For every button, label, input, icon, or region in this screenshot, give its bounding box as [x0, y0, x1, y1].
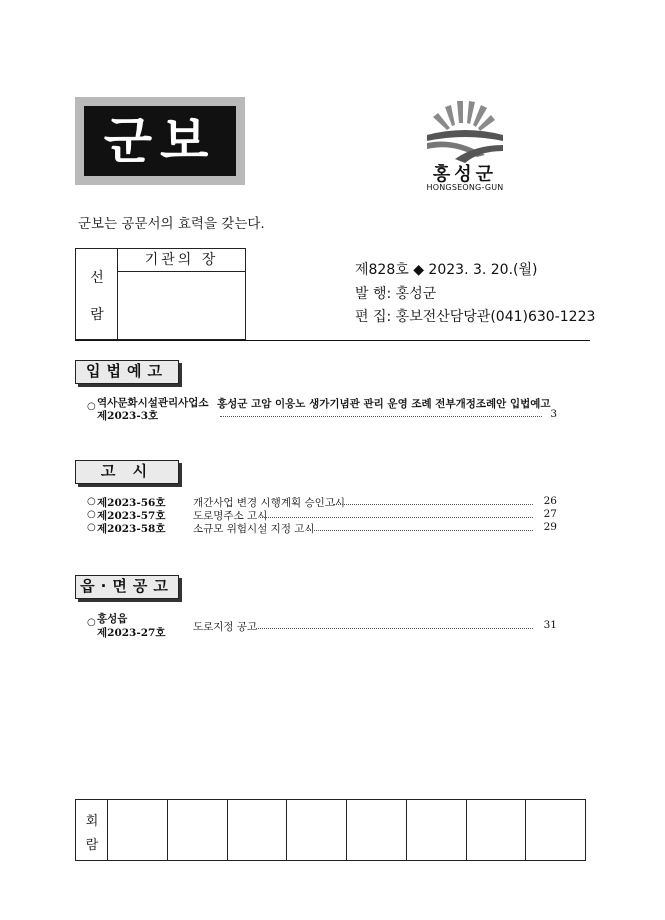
- entry-title[interactable]: 개간사업 변경 시행계획 승인고시: [193, 497, 346, 509]
- approval-label: [76, 800, 108, 860]
- section-town-notice: 읍·면공고: [75, 575, 179, 599]
- approval-cell: [347, 800, 407, 860]
- entry-org: 역사문화시설관리사업소: [97, 397, 209, 409]
- approval-cell: [108, 800, 168, 860]
- approval-label-bottom: 람: [85, 838, 99, 853]
- section-legislation-notice: 입법예고: [75, 360, 179, 384]
- entry-page: 26: [543, 495, 557, 507]
- logo-name: 홍성군: [432, 164, 498, 185]
- entry-number: 제2023-3호: [97, 410, 159, 422]
- entry-page: 31: [543, 619, 557, 631]
- approval-cell: [467, 800, 527, 860]
- approval-cell: [287, 800, 347, 860]
- editor-line: 편 집: 홍보전산담당관(041)630-1223: [355, 309, 596, 325]
- approval-cell: [228, 800, 288, 860]
- issue-line: 제828호 ◆ 2023. 3. 20.(월): [355, 262, 538, 278]
- entry-page: 27: [543, 508, 557, 520]
- entry-org: 홍성읍: [97, 613, 128, 625]
- dot-leader: [256, 628, 533, 629]
- distribution-box: [75, 248, 246, 340]
- approval-cell: [407, 800, 467, 860]
- approval-label-top: 회: [85, 814, 99, 829]
- approval-cell: [168, 800, 228, 860]
- logo-name-en: HONGSEONG-GUN: [426, 183, 504, 192]
- bullet-icon: ○: [87, 401, 96, 412]
- dot-leader: [307, 530, 533, 531]
- section-public-notice: 고 시: [75, 460, 179, 484]
- dot-leader: [220, 416, 542, 417]
- dot-leader: [260, 517, 533, 518]
- bullet-icon: ○: [87, 509, 96, 520]
- masthead-title: 군보: [84, 106, 236, 176]
- entry-number: 제2023-27호: [97, 627, 166, 639]
- distribution-label-top: 선: [90, 270, 104, 286]
- header-divider: [75, 340, 590, 341]
- entry-number: 제2023-57호: [97, 510, 166, 522]
- tagline: 군보는 공문서의 효력을 갖는다.: [78, 216, 265, 232]
- distribution-header: 기관의 장: [118, 249, 245, 272]
- entry-title[interactable]: 도로지정 공고: [193, 621, 258, 633]
- entry-number: 제2023-58호: [97, 523, 166, 535]
- masthead: [75, 97, 245, 185]
- entry-page: 3: [550, 408, 557, 420]
- entry-number: 제2023-56호: [97, 497, 166, 509]
- publisher-line: 발 행: 홍성군: [355, 286, 437, 302]
- approval-cell: [526, 800, 585, 860]
- distribution-label: [76, 249, 118, 339]
- dot-leader: [333, 504, 533, 505]
- bullet-icon: ○: [87, 617, 96, 628]
- entry-title[interactable]: 도로명주소 고시: [193, 510, 268, 522]
- approval-table: [75, 799, 586, 861]
- bullet-icon: ○: [87, 522, 96, 533]
- entry-title[interactable]: 홍성군 고암 이응노 생가기념관 관리 운영 조례 전부개정조례안 입법예고: [217, 398, 551, 410]
- entry-page: 29: [543, 521, 557, 533]
- entry-title[interactable]: 소규모 위험시설 지정 고시: [193, 523, 315, 535]
- bullet-icon: ○: [87, 496, 96, 507]
- distribution-label-bottom: 람: [90, 307, 104, 323]
